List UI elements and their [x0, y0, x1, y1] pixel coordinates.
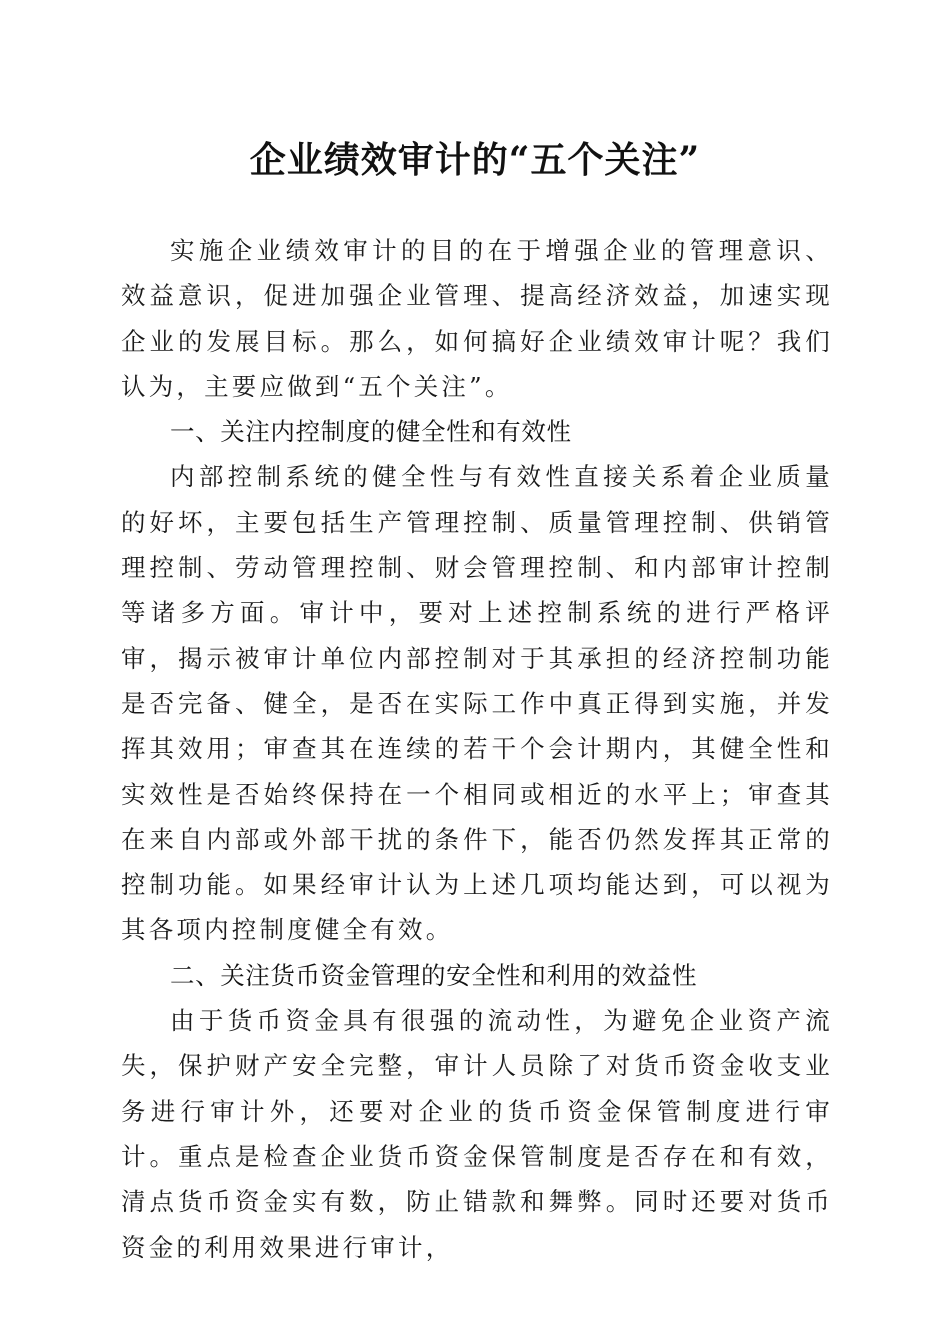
- section-paragraph-2: 由于货币资金具有很强的流动性，为避免企业资产流失，保护财产安全完整，审计人员除了对货币资金收支业务进行审计外，还要对企业的货币资金保管制度进行审计。重点是检查企业货币资金保管制度是否存在和有效，清点货币资金实有数，防止错款和舞弊。同时还要对货币资金的利用效果进行审计，: [121, 1006, 833, 1262]
- document-body: [121, 228, 833, 1270]
- section-heading-2: 二、关注货币资金管理的安全性和利用的效益性: [170, 960, 698, 990]
- document-title: 企业绩效审计的“五个关注”: [249, 139, 701, 181]
- section-heading-1: 一、关注内控制度的健全性和有效性: [170, 417, 572, 447]
- section-paragraph-1: 内部控制系统的健全性与有效性直接关系着企业质量的好坏，主要包括生产管理控制、质量管理控制、供销管理控制、劳动管理控制、财会管理控制、和内部审计控制等诸多方面。审计中，要对上述控制系统的进行严格评审，揭示被审计单位内部控制对于其承担的经济控制功能是否完备、健全，是否在实际工作中真正得到实施，并发挥其效用；审查其在连续的若干个会计期内，其健全性和实效性是否始终保持在一个相同或相近的水平上；审查其在来自内部或外部干扰的条件下，能否仍然发挥其正常的控制功能。如果经审计认为上述几项均能达到，可以视为其各项内控制度健全有效。: [121, 462, 833, 945]
- intro-paragraph: 实施企业绩效审计的目的在于增强企业的管理意识、效益意识，促进加强企业管理、提高经济效益，加速实现企业的发展目标。那么，如何搞好企业绩效审计呢？我们认为，主要应做到“五个关注”。: [121, 236, 833, 401]
